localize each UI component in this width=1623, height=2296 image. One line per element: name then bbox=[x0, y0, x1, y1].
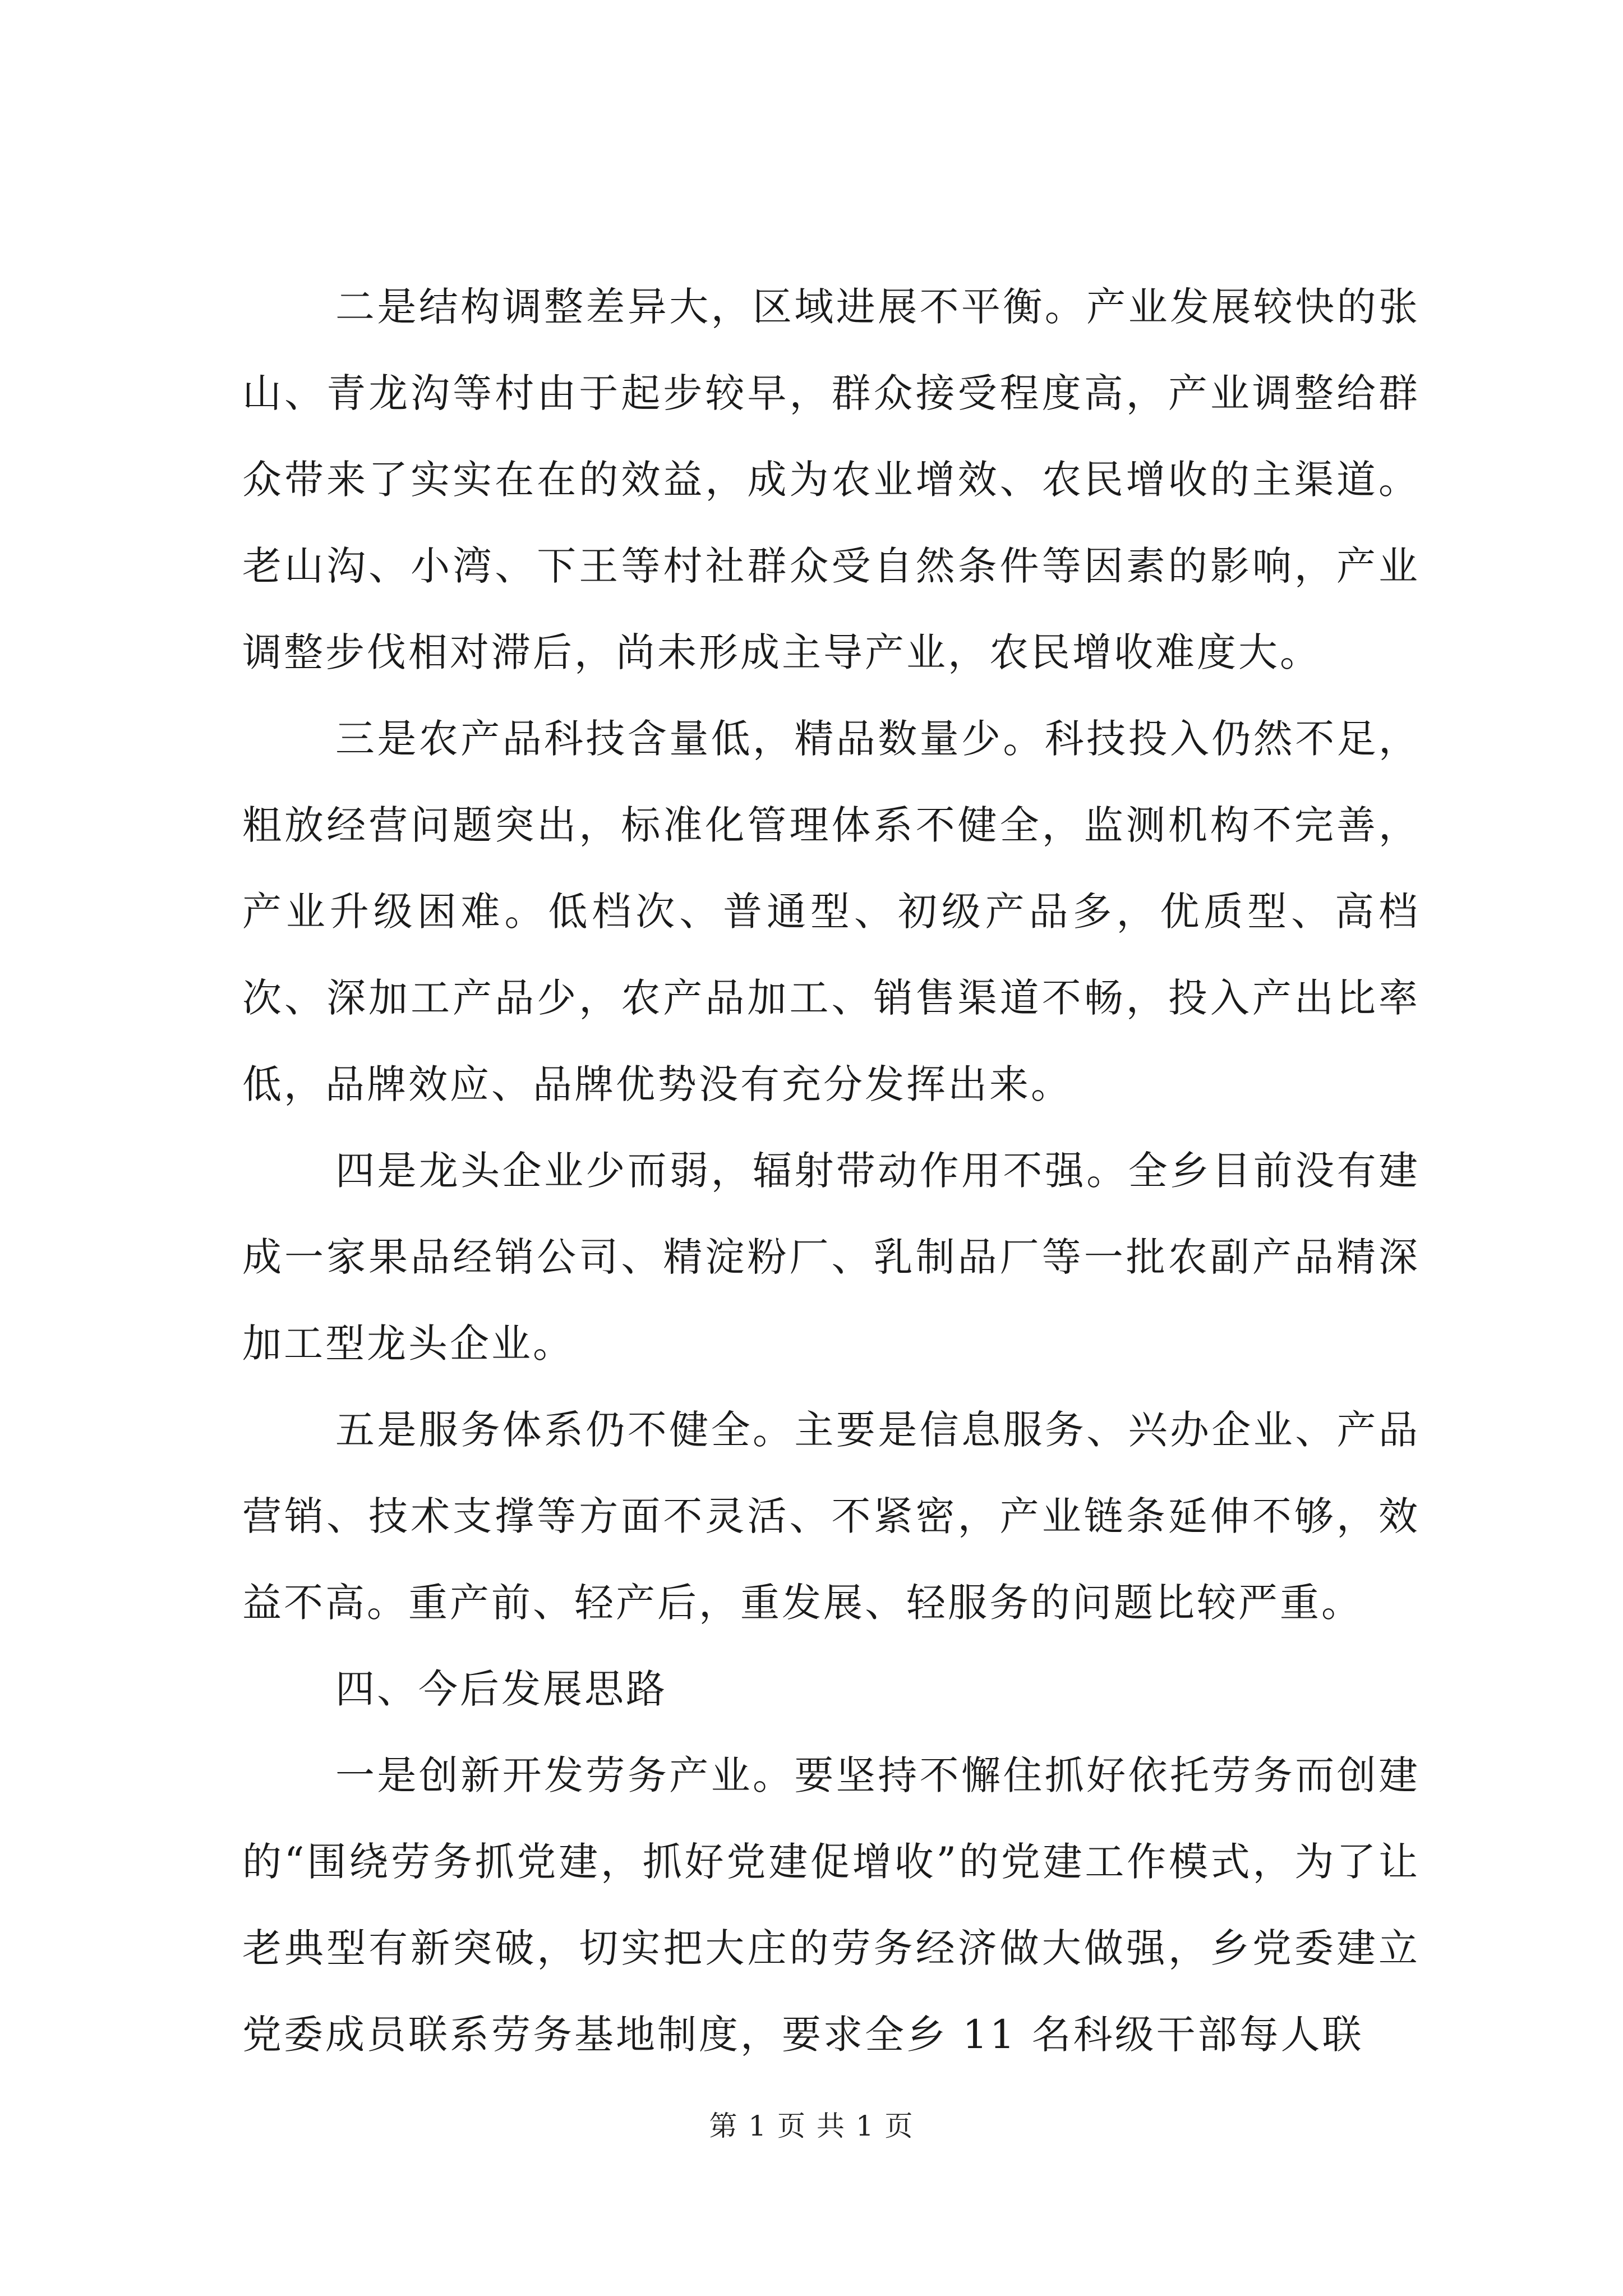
paragraph-labor-industry: 一是创新开发劳务产业。要坚持不懈住抓好依托劳务而创建的“围绕劳务抓党建，抓好党建促增收”的党建工作模式，为了让老典型有新突破，切实把大庄的劳务经济做大做强，乡党委建立党委成员联系劳务基地制度，要求全乡 11 名科级干部每人联 bbox=[242, 1752, 1420, 2058]
page-footer: 第 1 页 共 1 页 bbox=[709, 2110, 914, 2142]
document-body bbox=[242, 264, 1420, 2078]
paragraph-low-tech-content: 三是农产品科技含量低，精品数量少。科技投入仍然不足，粗放经营问题突出，标准化管理体系不健全，监测机构不完善，产业升级困难。低档次、普通型、初级产品多，优质型、高档次、深加工产品少，农产品加工、销售渠道不畅，投入产出比率低，品牌效应、品牌优势没有充分发挥出来。 bbox=[242, 716, 1420, 1107]
paragraph-service-system: 五是服务体系仍不健全。主要是信息服务、兴办企业、产品营销、技术支撑等方面不灵活、不紧密，产业链条延伸不够，效益不高。重产前、轻产后，重发展、轻服务的问题比较严重。 bbox=[242, 1407, 1420, 1626]
paragraph-weak-leading-enterprises: 四是龙头企业少而弱，辐射带动作用不强。全乡目前没有建成一家果品经销公司、精淀粉厂、乳制品厂等一批农副产品精深加工型龙头企业。 bbox=[242, 1148, 1420, 1366]
section-heading: 四、今后发展思路 bbox=[335, 1666, 667, 1712]
paragraph-structure-imbalance: 二是结构调整差异大，区域进展不平衡。产业发展较快的张山、青龙沟等村由于起步较早，群众接受程度高，产业调整给群众带来了实实在在的效益，成为农业增效、农民增收的主渠道。老山沟、小湾、下王等村社群众受自然条件等因素的影响，产业调整步伐相对滞后，尚未形成主导产业，农民增收难度大。 bbox=[242, 284, 1420, 675]
